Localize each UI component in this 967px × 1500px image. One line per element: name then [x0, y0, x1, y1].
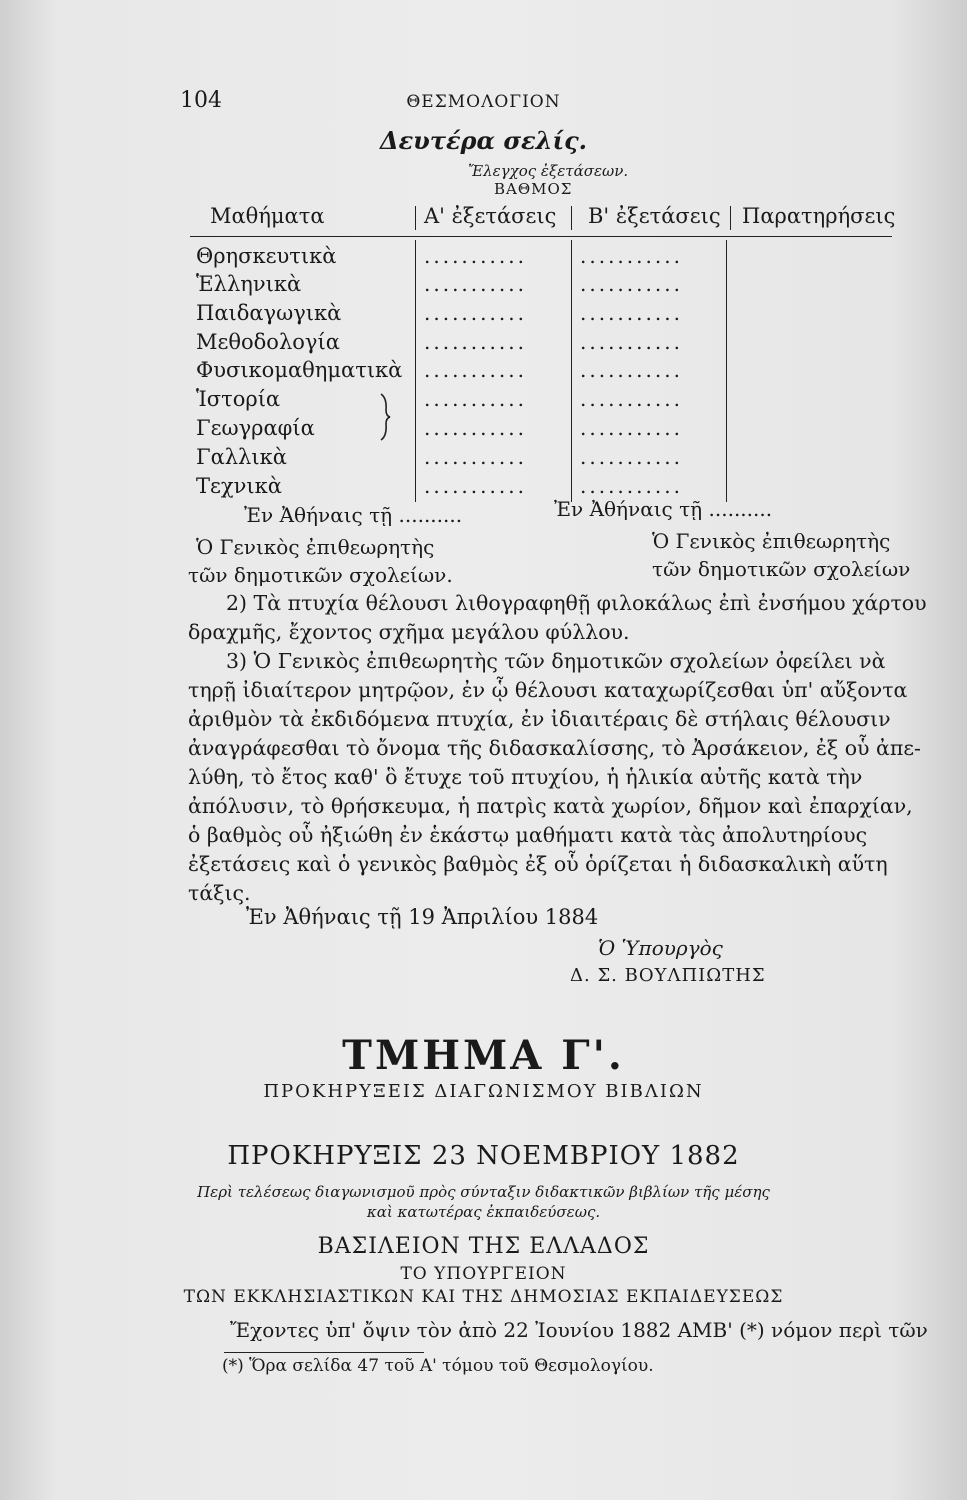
kingdom-heading: ΒΑΣΙΛΕΙΟΝ ΤΗΣ ΕΛΛΑΔΟΣ — [317, 1234, 650, 1259]
grade-dots-b: ........... — [580, 387, 683, 411]
page-number: 104 — [180, 88, 222, 113]
subject-row: Γαλλικὰ — [196, 445, 287, 469]
grade-dots-a: ........... — [424, 244, 527, 268]
subject-row: Φυσικομαθηματικὰ — [196, 358, 403, 382]
paragraph-2-line: 2) Τὰ πτυχία θέλουσι λιθογραφηθῇ φιλοκάλως ἐπὶ ἐνσήμου χάρτου — [226, 591, 927, 615]
paragraph-3-line: 3) Ὁ Γενικὸς ἐπιθεωρητὴς τῶν δημοτικῶν σχολείων ὀφείλει νὰ — [226, 649, 886, 673]
grade-label: ΒΑΘΜΟΣ — [494, 180, 573, 198]
column-header-subjects: Μαθήματα — [210, 204, 325, 228]
paragraph-3-line: τάξις. — [188, 881, 251, 905]
ministry-line1: ΤΟ ΥΠΟΥΡΓΕΙΟΝ — [400, 1264, 567, 1284]
signature-left-place-date: Ἐν Ἀθήναις τῇ .......... — [244, 503, 463, 527]
grade-dots-b: ........... — [580, 445, 683, 469]
signature-right-place-date: Ἐν Ἀθήναις τῇ .......... — [554, 497, 773, 521]
subject-row: Γεωγραφία — [196, 416, 315, 440]
paragraph-3-line: τηρῇ ἰδιαίτερον μητρῷον, ἐν ᾧ θέλουσι καταχωρίζεσθαι ὑπ' αὔξοντα — [188, 678, 908, 702]
grade-dots-b: ........... — [580, 272, 683, 296]
table-header-rule — [190, 236, 892, 237]
grade-dots-b: ........... — [580, 474, 683, 498]
paragraph-3-line: ἀριθμὸν τὰ ἐκδιδόμενα πτυχία, ἐν ἰδιαιτέραις δὲ στήλαις θέλουσιν — [188, 707, 891, 731]
grade-dots-b: ........... — [580, 416, 683, 440]
column-header-remarks: Παρατηρήσεις — [742, 204, 896, 228]
grade-dots-a: ........... — [424, 445, 527, 469]
date-line: Ἐν Ἀθήναις τῇ 19 Ἀπριλίου 1884 — [246, 905, 599, 929]
grade-dots-a: ........... — [424, 330, 527, 354]
paragraph-3-line: ὁ βαθμὸς οὗ ἠξιώθη ἐν ἑκάστῳ μαθήματι κατὰ τὰς ἀπολυτηρίους — [188, 823, 868, 847]
paragraph-3-line: ἀπόλυσιν, τὸ θρήσκευμα, ἡ πατρὶς κατὰ χωρίον, δῆμον καὶ ἐπαρχίαν, — [188, 794, 913, 818]
grade-dots-b: ........... — [580, 244, 683, 268]
paragraph-3-line: λύθη, τὸ ἔτος καθ' ὃ ἔτυχε τοῦ πτυχίου, ἡ ἡλικία αὐτῆς κατὰ τὴν — [188, 765, 863, 789]
grade-dots-b: ........... — [580, 358, 683, 382]
table-column-rule — [726, 240, 727, 502]
grade-dots-a: ........... — [424, 358, 527, 382]
table-column-rule — [571, 240, 572, 502]
grade-dots-a: ........... — [424, 301, 527, 325]
grade-dots-b: ........... — [580, 330, 683, 354]
table-column-rule — [415, 240, 416, 502]
header-separator — [415, 206, 416, 230]
paragraph-3-line: ἀναγράφεσθαι τὸ ὄνομα τῆς διδασκαλίσσης, τὸ Ἀρσάκειον, ἐξ οὗ ἀπε- — [188, 736, 921, 760]
subject-row: Ἱστορία — [196, 387, 281, 411]
exam-check-label: Ἔλεγχος ἐξετάσεων. — [468, 162, 629, 180]
grade-dots-a: ........... — [424, 416, 527, 440]
ministry-line2: ΤΩΝ ΕΚΚΛΗΣΙΑΣΤΙΚΩΝ ΚΑΙ ΤΗΣ ΔΗΜΟΣΙΑΣ ΕΚΠΑΙΔΕΥΣΕΩΣ — [183, 1287, 784, 1307]
section-subtitle: ΠΡΟΚΗΡΥΞΕΙΣ ΔΙΑΓΩΝΙΣΜΟΥ ΒΙΒΛΙΩΝ — [263, 1081, 704, 1102]
signature-right-schools: τῶν δημοτικῶν σχολείων — [652, 557, 911, 581]
footnote: (*) Ὅρα σελίδα 47 τοῦ Α' τόμου τοῦ Θεσμολογίου. — [222, 1356, 654, 1376]
signature-right-title: Ὁ Γενικὸς ἐπιθεωρητὴς — [652, 529, 891, 553]
form-section-title: Δευτέρα σελίς. — [379, 126, 588, 155]
footnote-rule — [224, 1352, 424, 1353]
proclamation-about-line2: καὶ κατωτέρας ἐκπαιδεύσεως. — [366, 1203, 601, 1221]
subject-row: Παιδαγωγικὰ — [196, 301, 342, 325]
proclamation-heading: ΠΡΟΚΗΡΥΞΙΣ 23 ΝΟΕΜΒΡΙΟΥ 1882 — [227, 1141, 740, 1171]
grade-dots-a: ........... — [424, 474, 527, 498]
signature-left-schools: τῶν δημοτικῶν σχολείων. — [188, 563, 453, 587]
grade-dots-a: ........... — [424, 387, 527, 411]
paragraph-3-line: ἐξετάσεις καὶ ὁ γενικὸς βαθμὸς ἐξ οὗ ὁρίζεται ἡ διδασκαλικὴ αὕτη — [188, 852, 888, 876]
minister-name: Δ. Σ. ΒΟΥΛΠΙΩΤΗΣ — [570, 965, 766, 986]
subject-row: Θρησκευτικὰ — [196, 244, 337, 268]
subject-row: Τεχνικὰ — [196, 474, 282, 498]
signature-left-title: Ὁ Γενικὸς ἐπιθεωρητὴς — [196, 535, 435, 559]
subject-row: Ἑλληνικὰ — [196, 272, 302, 296]
header-separator — [571, 206, 572, 230]
column-header-first-exams: Α' ἐξετάσεις — [424, 204, 557, 228]
brace-mark — [378, 392, 392, 442]
grade-dots-b: ........... — [580, 301, 683, 325]
opening-line: Ἔχοντες ὑπ' ὄψιν τὸν ἀπὸ 22 Ἰουνίου 1882 ΑΜΒ' (*) νόμον περὶ τῶν — [230, 1318, 928, 1342]
header-separator — [730, 206, 731, 230]
running-title: ΘΕΣΜΟΛΟΓΙΟΝ — [406, 92, 561, 112]
paragraph-2-line: δραχμῆς, ἔχοντος σχῆμα μεγάλου φύλλου. — [188, 620, 630, 644]
minister-title: Ὁ Ὑπουργὸς — [598, 936, 723, 960]
proclamation-about-line1: Περὶ τελέσεως διαγωνισμοῦ πρὸς σύνταξιν διδακτικῶν βιβλίων τῆς μέσης — [197, 1183, 770, 1201]
grade-dots-a: ........... — [424, 272, 527, 296]
column-header-second-exams: Β' ἐξετάσεις — [588, 204, 721, 228]
subject-row: Μεθοδολογία — [196, 330, 340, 354]
section-heading: ΤΜΗΜΑ Γ'. — [342, 1032, 625, 1079]
